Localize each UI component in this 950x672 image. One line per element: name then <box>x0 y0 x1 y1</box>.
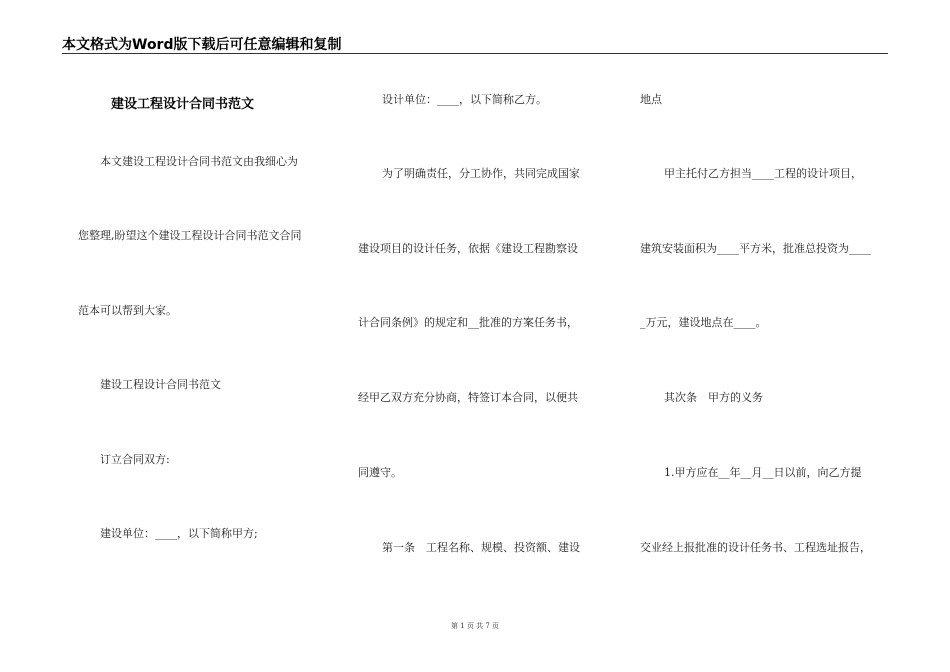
paragraph-line: 1.甲方应在__年__月__日以前，向乙方提 <box>664 466 862 479</box>
paragraph-line: _万元，建设地点在____。 <box>640 316 767 329</box>
paragraph-line: 为了明确责任，分工协作，共同完成国家 <box>382 167 580 180</box>
paragraph-line: 其次条 甲方的义务 <box>664 391 763 404</box>
paragraph-line: 本文建设工程设计合同书范文由我细心为 <box>100 155 298 168</box>
header-divider <box>62 53 888 54</box>
paragraph-line: 设计单位：____，以下简称乙方。 <box>382 93 547 106</box>
paragraph-line: 计合同条例》的规定和__批准的方案任务书， <box>358 316 578 329</box>
paragraph-line: 建筑安装面积为____平方米，批准总投资为____ <box>640 242 871 255</box>
paragraph-line: 建设单位：____，以下简称甲方; <box>100 527 258 540</box>
paragraph-line: 交业经上报批准的设计任务书、工程选址报告， <box>640 541 871 554</box>
paragraph-line: 您整理,盼望这个建设工程设计合同书范文合同 <box>78 229 302 242</box>
paragraph-line: 建设工程设计合同书范文 <box>100 378 221 391</box>
paragraph-line: 第一条 工程名称、规模、投资额、建设 <box>382 541 580 554</box>
paragraph-line: 甲主托付乙方担当____工程的设计项目， <box>664 167 862 180</box>
document-title: 建设工程设计合同书范文 <box>111 97 255 112</box>
paragraph-line: 范本可以帮到大家。 <box>78 304 177 317</box>
header-title: 本文格式为Word版下载后可任意编辑和复制 <box>62 37 342 53</box>
paragraph-line: 经甲乙双方充分协商，特签订本合同，以便共 <box>358 391 578 404</box>
paragraph-line: 建设项目的设计任务，依据《建设工程勘察设 <box>358 242 578 255</box>
paragraph-line: 地点 <box>640 93 662 106</box>
page-number: 第 1 页 共 7 页 <box>450 622 500 630</box>
paragraph-line: 同遵守。 <box>358 466 402 479</box>
paragraph-line: 订立合同双方: <box>100 453 170 466</box>
